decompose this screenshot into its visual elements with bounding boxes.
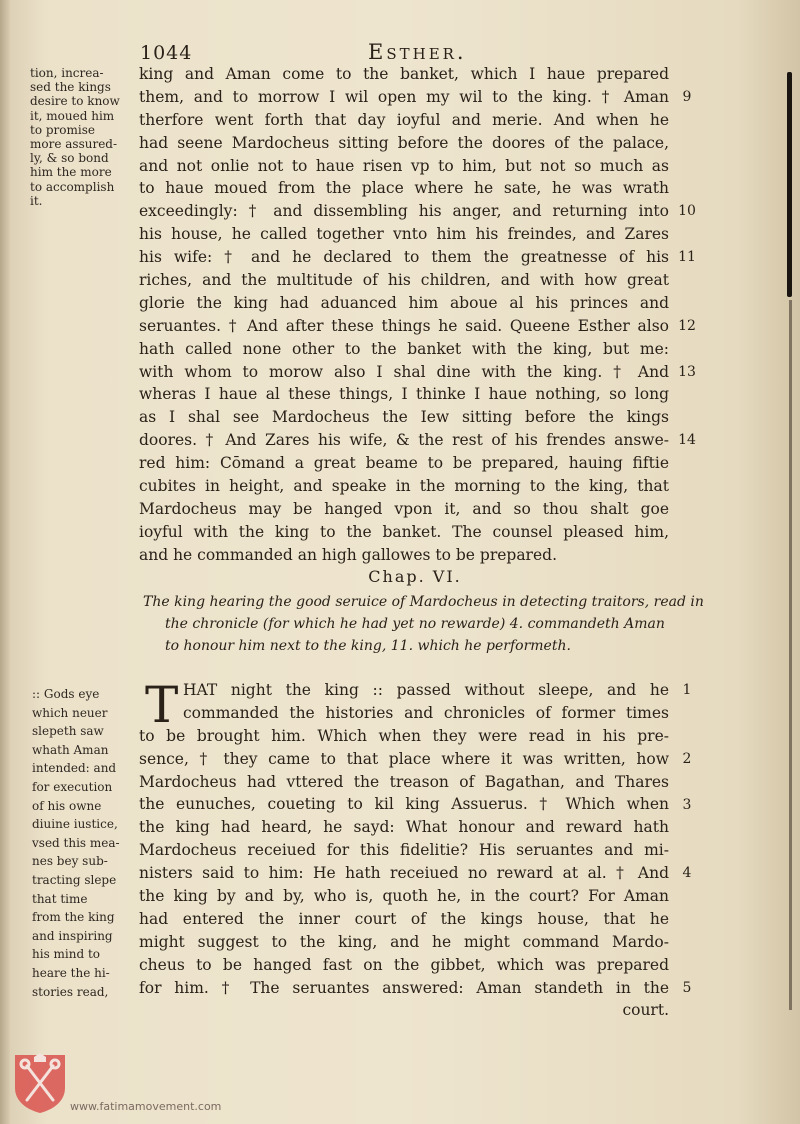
margin-note-line: to promise xyxy=(30,122,95,137)
text-line: for him. † The seruantes answered: Aman standeth in the xyxy=(139,978,669,997)
text-line: Mardocheus had vttered the treason of Bagathan, and Thares xyxy=(139,772,669,791)
summary-line: the chronicle (for which he had yet no rewarde) 4. commandeth Aman xyxy=(165,616,665,632)
margin-note-line: tracting slepe xyxy=(32,872,117,887)
margin-note-line: stories read, xyxy=(32,984,109,999)
verse-number: 5 xyxy=(682,979,692,996)
text-line: glorie the king had aduanced him aboue al his princes and xyxy=(139,293,669,312)
summary-line: to honour him next to the king, 11. which he performeth. xyxy=(165,638,571,654)
margin-note-line: heare the hi- xyxy=(32,965,110,980)
margin-note-line: intended: and xyxy=(32,761,117,776)
margin-note-line: it. xyxy=(30,193,43,208)
text-line: Mardocheus may be hanged vpon it, and so thou shalt goe xyxy=(139,499,669,518)
text-line: the king by and by, who is, quoth he, in the court? For Aman xyxy=(139,887,669,906)
text-line: to haue moued from the place where he sate, he was wrath xyxy=(139,179,669,198)
margin-note-line: vsed this mea- xyxy=(32,835,120,850)
margin-note-line: diuine iustice, xyxy=(32,817,118,832)
page-edge-shadow xyxy=(787,72,792,297)
verse-number: 2 xyxy=(682,750,692,767)
margin-note-line: whath Aman xyxy=(32,742,109,757)
text-line: and he commanded an high gallowes to be prepared. xyxy=(139,545,557,564)
upper-margin-note xyxy=(30,66,140,208)
chapter-heading: Chap. VI. xyxy=(368,567,462,586)
text-line: seruantes. † And after these things he said. Queene Esther also xyxy=(139,316,669,335)
margin-note-line: that time xyxy=(32,891,88,906)
text-line: exceedingly: † and dissembling his anger, and returning into xyxy=(139,202,669,221)
upper-text-block xyxy=(139,63,669,567)
text-line: hath called none other to the banket with the king, but me: xyxy=(139,339,669,358)
papal-keys-crest-icon xyxy=(12,1052,68,1114)
text-line: his house, he called together vnto him his freindes, and Zares xyxy=(139,225,669,244)
margin-note-line: which neuer xyxy=(32,705,108,720)
text-line: HAT night the king :: passed without sleepe, and he xyxy=(183,681,669,699)
verse-number: 10 xyxy=(678,203,696,220)
verse-number: 1 xyxy=(682,682,692,698)
margin-note-line: sed the kings xyxy=(30,80,111,95)
text-line: to be brought him. Which when they were read in his pre- xyxy=(139,726,669,745)
margin-note-line: to accomplish xyxy=(30,179,115,194)
text-line: Mardocheus receiued for this fidelitie? His seruantes and mi- xyxy=(139,841,669,860)
verse-number: 11 xyxy=(678,249,696,266)
text-line: had entered the inner court of the kings house, that he xyxy=(139,909,669,928)
chapter-summary xyxy=(143,591,713,657)
verse-number: 9 xyxy=(682,88,692,105)
text-line: cheus to be hanged fast on the gibbet, which was prepared xyxy=(139,955,669,974)
running-title: Esther. xyxy=(368,40,467,64)
margin-note-line: for execution xyxy=(32,779,113,794)
text-line: red him: Cōmand a great beame to be prepared, hauing fiftie xyxy=(139,454,669,473)
margin-note-line: more assured- xyxy=(30,137,118,152)
margin-note-line: ly, & so bond xyxy=(30,151,109,166)
drop-cap: T xyxy=(145,676,179,734)
text-line: the king had heard, he sayd: What honour and reward hath xyxy=(139,818,669,837)
lower-margin-note xyxy=(32,685,144,1001)
text-line: commanded the histories and chronicles of former times xyxy=(183,703,669,722)
text-line: had seene Mardocheus sitting before the doores of the palace, xyxy=(139,133,669,152)
margin-note-line: and inspiring xyxy=(32,928,113,943)
margin-note-line: from the king xyxy=(32,910,115,925)
margin-note-line: him the more xyxy=(30,165,112,180)
verse-number: 4 xyxy=(682,865,692,882)
page-edge-line xyxy=(789,300,792,1010)
text-line: ioyful with the king to the banket. The counsel pleased him, xyxy=(139,522,669,541)
text-line: them, and to morrow I wil open my wil to the king. † Aman xyxy=(139,87,669,106)
footer-url[interactable]: www.fatimamovement.com xyxy=(70,1100,222,1113)
text-line: the eunuches, coueting to kil king Assuerus. † Which when xyxy=(139,795,669,814)
margin-note-line: of his owne xyxy=(32,798,102,813)
text-line: doores. † And Zares his wife, & the rest of his frendes answe- xyxy=(139,431,669,450)
text-line: and not onlie not to haue risen vp to him, but not so much as xyxy=(139,156,669,175)
verse-number: 3 xyxy=(682,796,692,813)
summary-line: The king hearing the good seruice of Mardocheus in detecting traitors, read in xyxy=(143,594,704,610)
margin-note-line: it, moued him xyxy=(30,108,115,123)
margin-note-line: slepeth saw xyxy=(32,724,104,739)
text-line: with whom to morow also I shal dine with the king. † And xyxy=(139,362,669,381)
text-line: sence, † they came to that place where it was written, how xyxy=(139,749,669,768)
margin-note-line: tion, increa- xyxy=(30,66,104,80)
margin-note-line: nes bey sub- xyxy=(32,854,108,869)
text-line: king and Aman come to the banket, which I haue prepared xyxy=(139,65,669,83)
text-line: therfore went forth that day ioyful and merie. And when he xyxy=(139,110,669,129)
page-spine xyxy=(0,0,10,1124)
text-line: cubites in height, and speake in the morning to the king, that xyxy=(139,477,669,496)
verse-number: 14 xyxy=(678,432,696,449)
page-number: 1044 xyxy=(140,42,193,64)
verse-number: 12 xyxy=(678,317,696,334)
text-line: riches, and the multitude of his children, and with how great xyxy=(139,271,669,290)
text-line: his wife: † and he declared to them the greatnesse of his xyxy=(139,248,669,267)
text-line: wheras I haue al these things, I thinke I haue nothing, so long xyxy=(139,385,669,404)
lower-text-block xyxy=(139,676,669,1022)
verse-number: 13 xyxy=(678,363,696,380)
margin-note-line: his mind to xyxy=(32,947,101,962)
text-line: nisters said to him: He hath receiued no reward at al. † And xyxy=(139,864,669,883)
text-line: might suggest to the king, and he might command Mardo- xyxy=(139,932,669,951)
text-line: as I shal see Mardocheus the Iew sitting before the kings xyxy=(139,408,669,427)
margin-note-line: desire to know xyxy=(30,94,120,109)
text-line: court. xyxy=(622,1001,669,1020)
margin-note-line: :: Gods eye xyxy=(32,687,100,701)
